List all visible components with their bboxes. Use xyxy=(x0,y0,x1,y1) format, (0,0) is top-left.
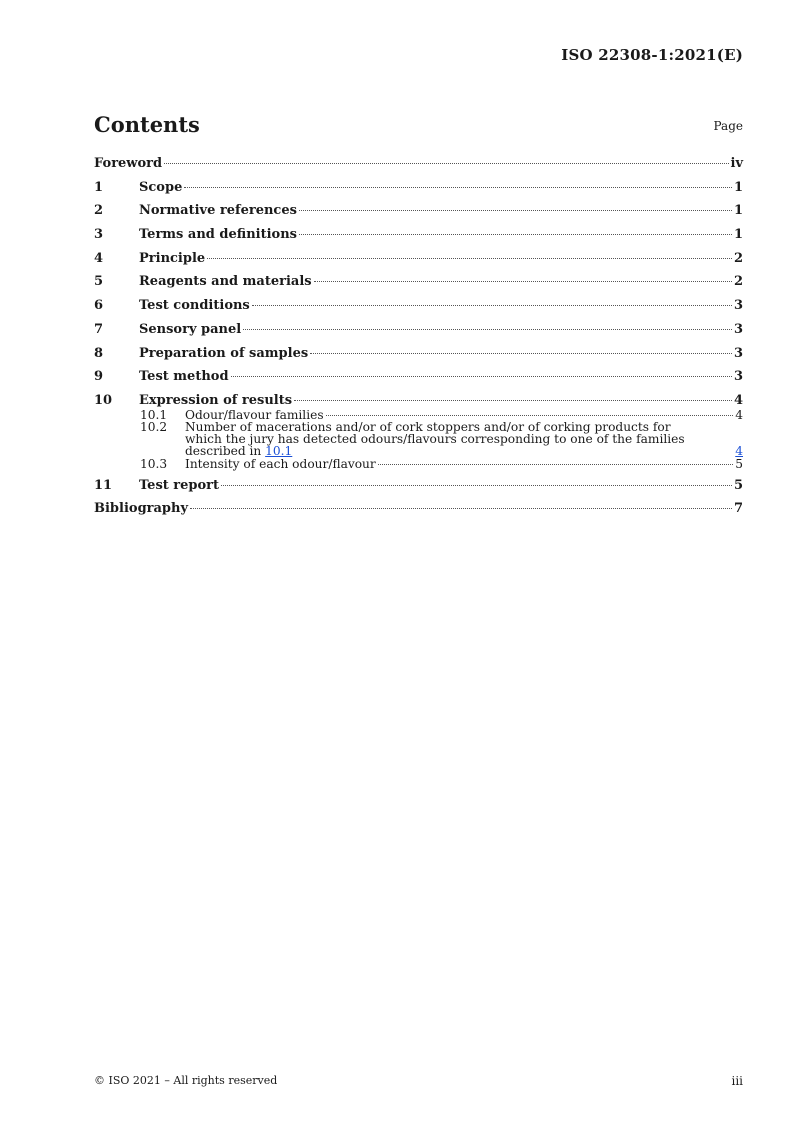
toc-subentry-label: Odour/flavour families xyxy=(185,407,324,422)
dot-leader xyxy=(207,258,732,259)
toc-entry-number: 5 xyxy=(94,274,104,290)
toc-entry-6[interactable] xyxy=(94,297,743,314)
dot-leader xyxy=(243,329,732,330)
document-id: ISO 22308-1:2021(E) xyxy=(561,46,743,64)
toc-entry-number: 10 xyxy=(94,392,113,408)
toc-entry-number: 1 xyxy=(94,179,104,195)
dot-leader xyxy=(310,353,732,354)
cross-reference-link[interactable]: 10.1 xyxy=(265,444,293,459)
toc-entry-label: Preparation of samples xyxy=(139,345,309,361)
toc-subentry-page: 5 xyxy=(735,456,743,471)
toc-entry-label: Expression of results xyxy=(139,392,293,408)
toc-entry-number: 3 xyxy=(94,227,104,243)
toc-subentry-label: Intensity of each odour/flavour xyxy=(185,456,376,471)
toc-entry-4[interactable] xyxy=(94,250,743,267)
toc-entry-5[interactable] xyxy=(94,273,743,290)
toc-entry-page: 3 xyxy=(733,298,743,314)
toc-entry-page: 2 xyxy=(733,274,743,290)
toc-entry-number: 11 xyxy=(94,477,113,493)
toc-entry-label: Sensory panel xyxy=(139,321,242,337)
toc-entry-page: 1 xyxy=(733,203,743,219)
toc-entry-label: Terms and definitions xyxy=(139,227,297,243)
dot-leader xyxy=(299,234,732,235)
toc-subentry-10-3[interactable] xyxy=(94,458,743,470)
toc-entry-number: 8 xyxy=(94,345,104,361)
toc-entry-label: Test conditions xyxy=(139,298,250,314)
toc-subentry-label-line: described in xyxy=(185,444,266,459)
toc-entry-page: 4 xyxy=(733,392,743,408)
toc-entry-label: Bibliography xyxy=(94,501,189,517)
toc-entry-number: 2 xyxy=(94,203,104,219)
toc-entry-page: 2 xyxy=(733,250,743,266)
toc-entry-number: 7 xyxy=(94,321,104,337)
toc-subentry-10-2[interactable] xyxy=(94,421,743,458)
dot-leader xyxy=(314,281,732,282)
toc-entry-label: Test report xyxy=(139,477,220,493)
copyright-notice: © ISO 2021 – All rights reserved xyxy=(94,1074,278,1087)
toc-subentry-number: 10.2 xyxy=(140,420,168,435)
toc-subentry-label-line: Number of macerations and/or of cork stoppers and/or of corking products for xyxy=(185,420,671,435)
toc-entry-page: 1 xyxy=(733,227,743,243)
table-of-contents xyxy=(94,155,743,524)
toc-entry-page: 1 xyxy=(733,179,743,195)
toc-entry-1[interactable] xyxy=(94,179,743,196)
page-title: Contents xyxy=(94,112,200,137)
toc-entry-page: 5 xyxy=(733,477,743,493)
toc-subentry-number: 10.3 xyxy=(140,456,168,471)
dot-leader xyxy=(221,485,732,486)
toc-entry-page: 3 xyxy=(733,345,743,361)
dot-leader xyxy=(252,305,732,306)
toc-entry-bibliography[interactable] xyxy=(94,500,743,517)
toc-entry-label: Principle xyxy=(139,250,206,266)
toc-entry-label: Scope xyxy=(139,179,183,195)
toc-subentry-label-line: which the jury has detected odours/flavours corresponding to one of the families xyxy=(185,432,685,447)
dot-leader xyxy=(164,163,728,164)
dot-leader xyxy=(299,210,732,211)
page-column-label: Page xyxy=(713,119,743,133)
toc-entry-3[interactable] xyxy=(94,226,743,243)
toc-entry-7[interactable] xyxy=(94,321,743,338)
dot-leader xyxy=(190,508,732,509)
toc-entry-number: 6 xyxy=(94,298,104,314)
toc-entry-number: 4 xyxy=(94,250,104,266)
toc-entry-2[interactable] xyxy=(94,202,743,219)
toc-entry-10[interactable] xyxy=(94,392,743,409)
toc-entry-label: Foreword xyxy=(94,156,163,171)
dot-leader xyxy=(294,451,733,452)
toc-subsection-group xyxy=(94,409,743,470)
toc-subentry-number: 10.1 xyxy=(140,407,168,422)
toc-entry-page: 7 xyxy=(733,501,743,517)
dot-leader xyxy=(326,415,734,416)
toc-subentry-page: 4 xyxy=(735,407,743,422)
dot-leader xyxy=(184,187,732,188)
toc-entry-11[interactable] xyxy=(94,477,743,494)
toc-entry-label: Normative references xyxy=(139,203,297,219)
dot-leader xyxy=(294,400,732,401)
toc-subentry-page-link[interactable]: 4 xyxy=(735,444,743,459)
page-number: iii xyxy=(731,1074,743,1088)
toc-entry-page: 3 xyxy=(733,321,743,337)
toc-entry-label: Test method xyxy=(139,369,229,385)
toc-entry-page: 3 xyxy=(733,369,743,385)
toc-entry-number: 9 xyxy=(94,369,104,385)
toc-entry-label: Reagents and materials xyxy=(139,274,312,290)
dot-leader xyxy=(378,464,734,465)
toc-entry-9[interactable] xyxy=(94,368,743,385)
toc-entry-foreword[interactable] xyxy=(94,155,743,172)
toc-entry-page: iv xyxy=(730,156,743,171)
toc-entry-8[interactable] xyxy=(94,345,743,362)
dot-leader xyxy=(231,376,732,377)
